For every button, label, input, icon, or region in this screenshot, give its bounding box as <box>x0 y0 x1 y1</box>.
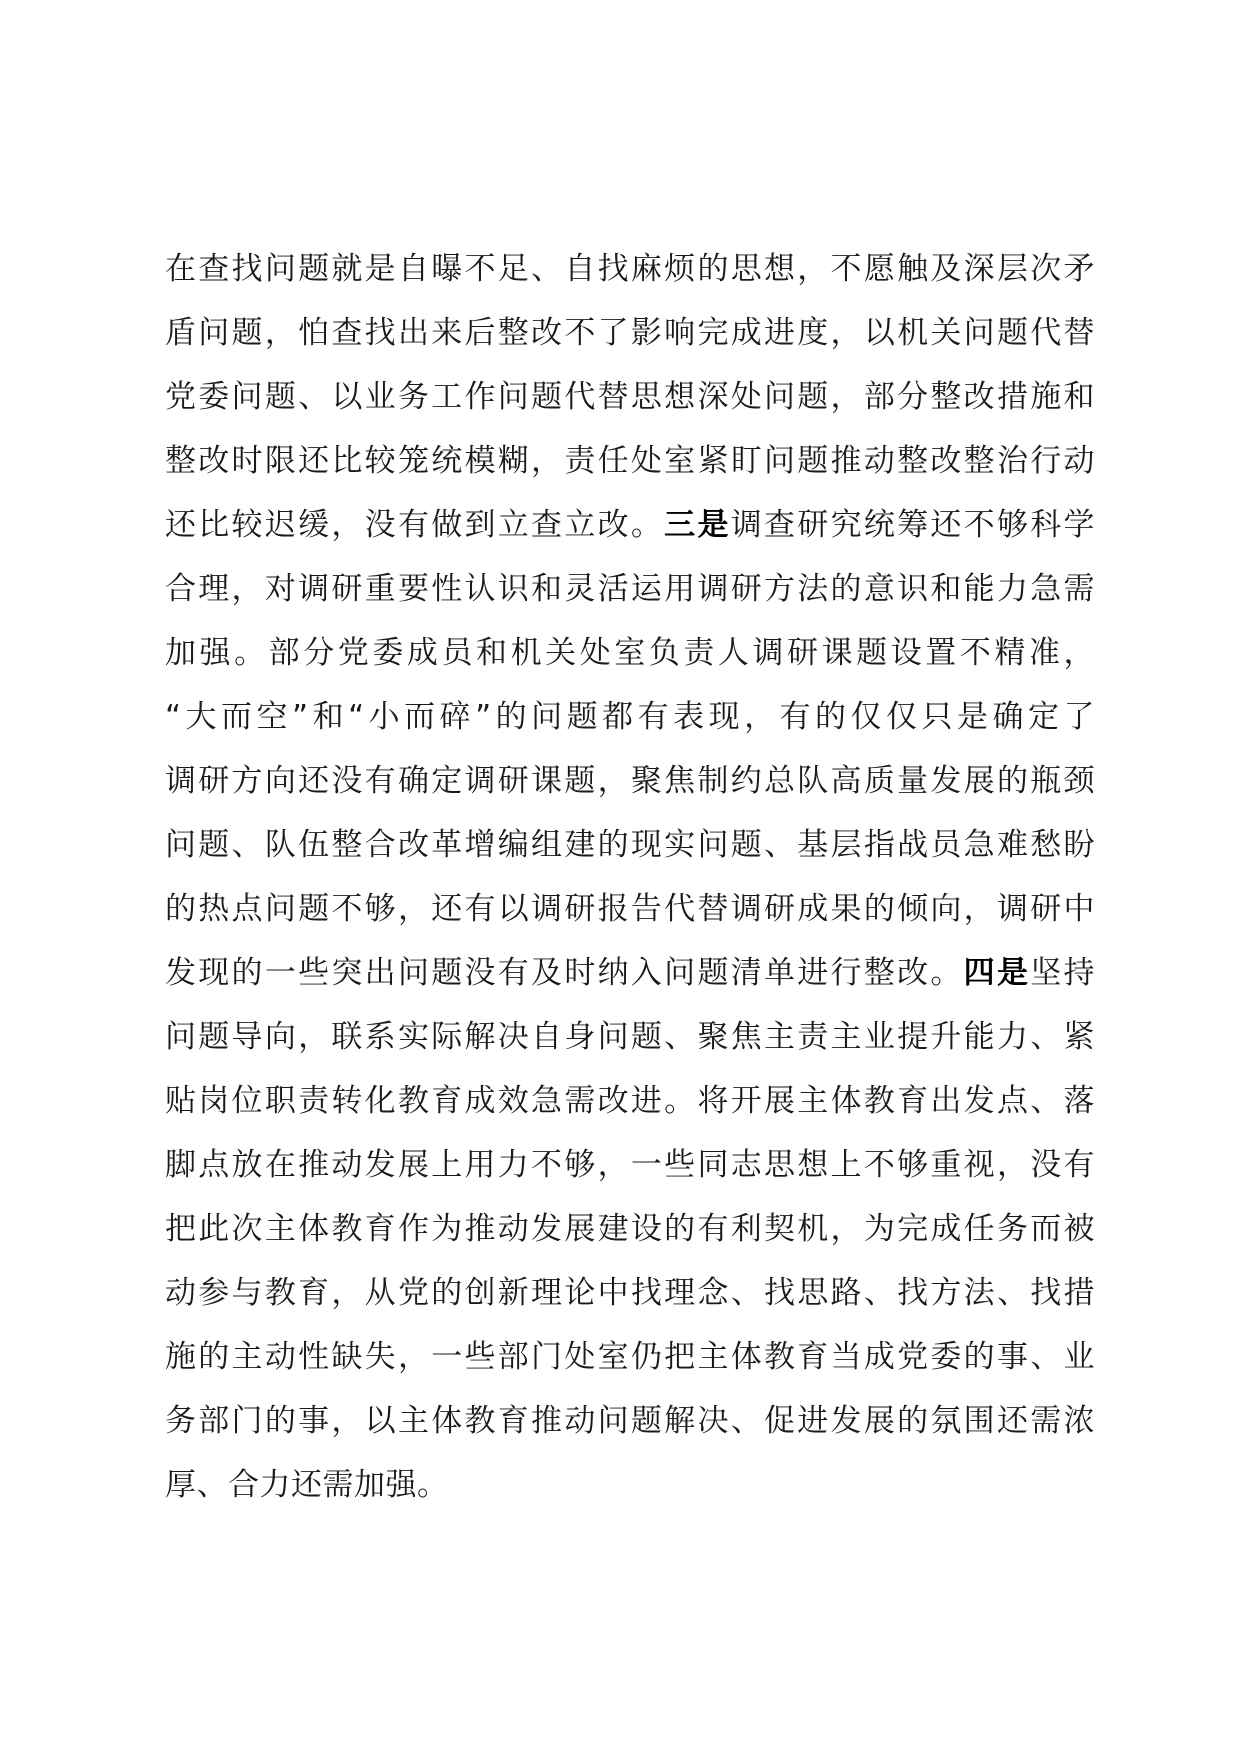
text-line-5-before: 还比较迟缓，没有做到立查立改。 <box>165 507 665 543</box>
text-line-15: 脚点放在推动发展上用力不够，一些同志思想上不够重视，没有 <box>165 1147 1095 1183</box>
text-line-5-after: 调查研究统筹还不够科学 <box>730 507 1095 543</box>
text-line-13: 问题导向，联系实际解决自身问题、聚焦主责主业提升能力、紧 <box>165 1019 1095 1055</box>
text-line-11: 的热点问题不够，还有以调研报告代替调研成果的倾向，调研中 <box>165 891 1095 927</box>
text-line-7: 加强。部分党委成员和机关处室负责人调研课题设置不精准， <box>165 635 1095 671</box>
text-line-20: 厚、合力还需加强。 <box>165 1467 449 1503</box>
text-line-17: 动参与教育，从党的创新理论中找理念、找思路、找方法、找措 <box>165 1275 1095 1311</box>
text-line-16: 把此次主体教育作为推动发展建设的有利契机，为完成任务而被 <box>165 1211 1095 1247</box>
emphasis-three: 三是 <box>664 507 731 543</box>
body-paragraph <box>165 237 1095 1517</box>
emphasis-four: 四是 <box>963 955 1031 991</box>
text-line-5 <box>165 493 1095 557</box>
text-line-2: 盾问题，怕查找出来后整改不了影响完成进度，以机关问题代替 <box>165 315 1095 351</box>
text-line-12-after: 坚持 <box>1030 955 1095 991</box>
text-line-1: 在查找问题就是自曝不足、自找麻烦的思想，不愿触及深层次矛 <box>165 251 1095 287</box>
text-line-19: 务部门的事，以主体教育推动问题解决、促进发展的氛围还需浓 <box>165 1403 1095 1439</box>
text-line-12 <box>165 941 1095 1005</box>
text-line-14: 贴岗位职责转化教育成效急需改进。将开展主体教育出发点、落 <box>165 1083 1095 1119</box>
text-line-3: 党委问题、以业务工作问题代替思想深处问题，部分整改措施和 <box>165 379 1095 415</box>
text-line-8: “大而空”和“小而碎”的问题都有表现，有的仅仅只是确定了 <box>165 699 1095 735</box>
text-line-18: 施的主动性缺失，一些部门处室仍把主体教育当成党委的事、业 <box>165 1339 1095 1375</box>
text-line-4: 整改时限还比较笼统模糊，责任处室紧盯问题推动整改整治行动 <box>165 443 1095 479</box>
text-line-9: 调研方向还没有确定调研课题，聚焦制约总队高质量发展的瓶颈 <box>165 763 1095 799</box>
text-line-12-before: 发现的一些突出问题没有及时纳入问题清单进行整改。 <box>165 955 964 991</box>
text-line-6: 合理，对调研重要性认识和灵活运用调研方法的意识和能力急需 <box>165 571 1095 607</box>
text-line-10: 问题、队伍整合改革增编组建的现实问题、基层指战员急难愁盼 <box>165 827 1095 863</box>
